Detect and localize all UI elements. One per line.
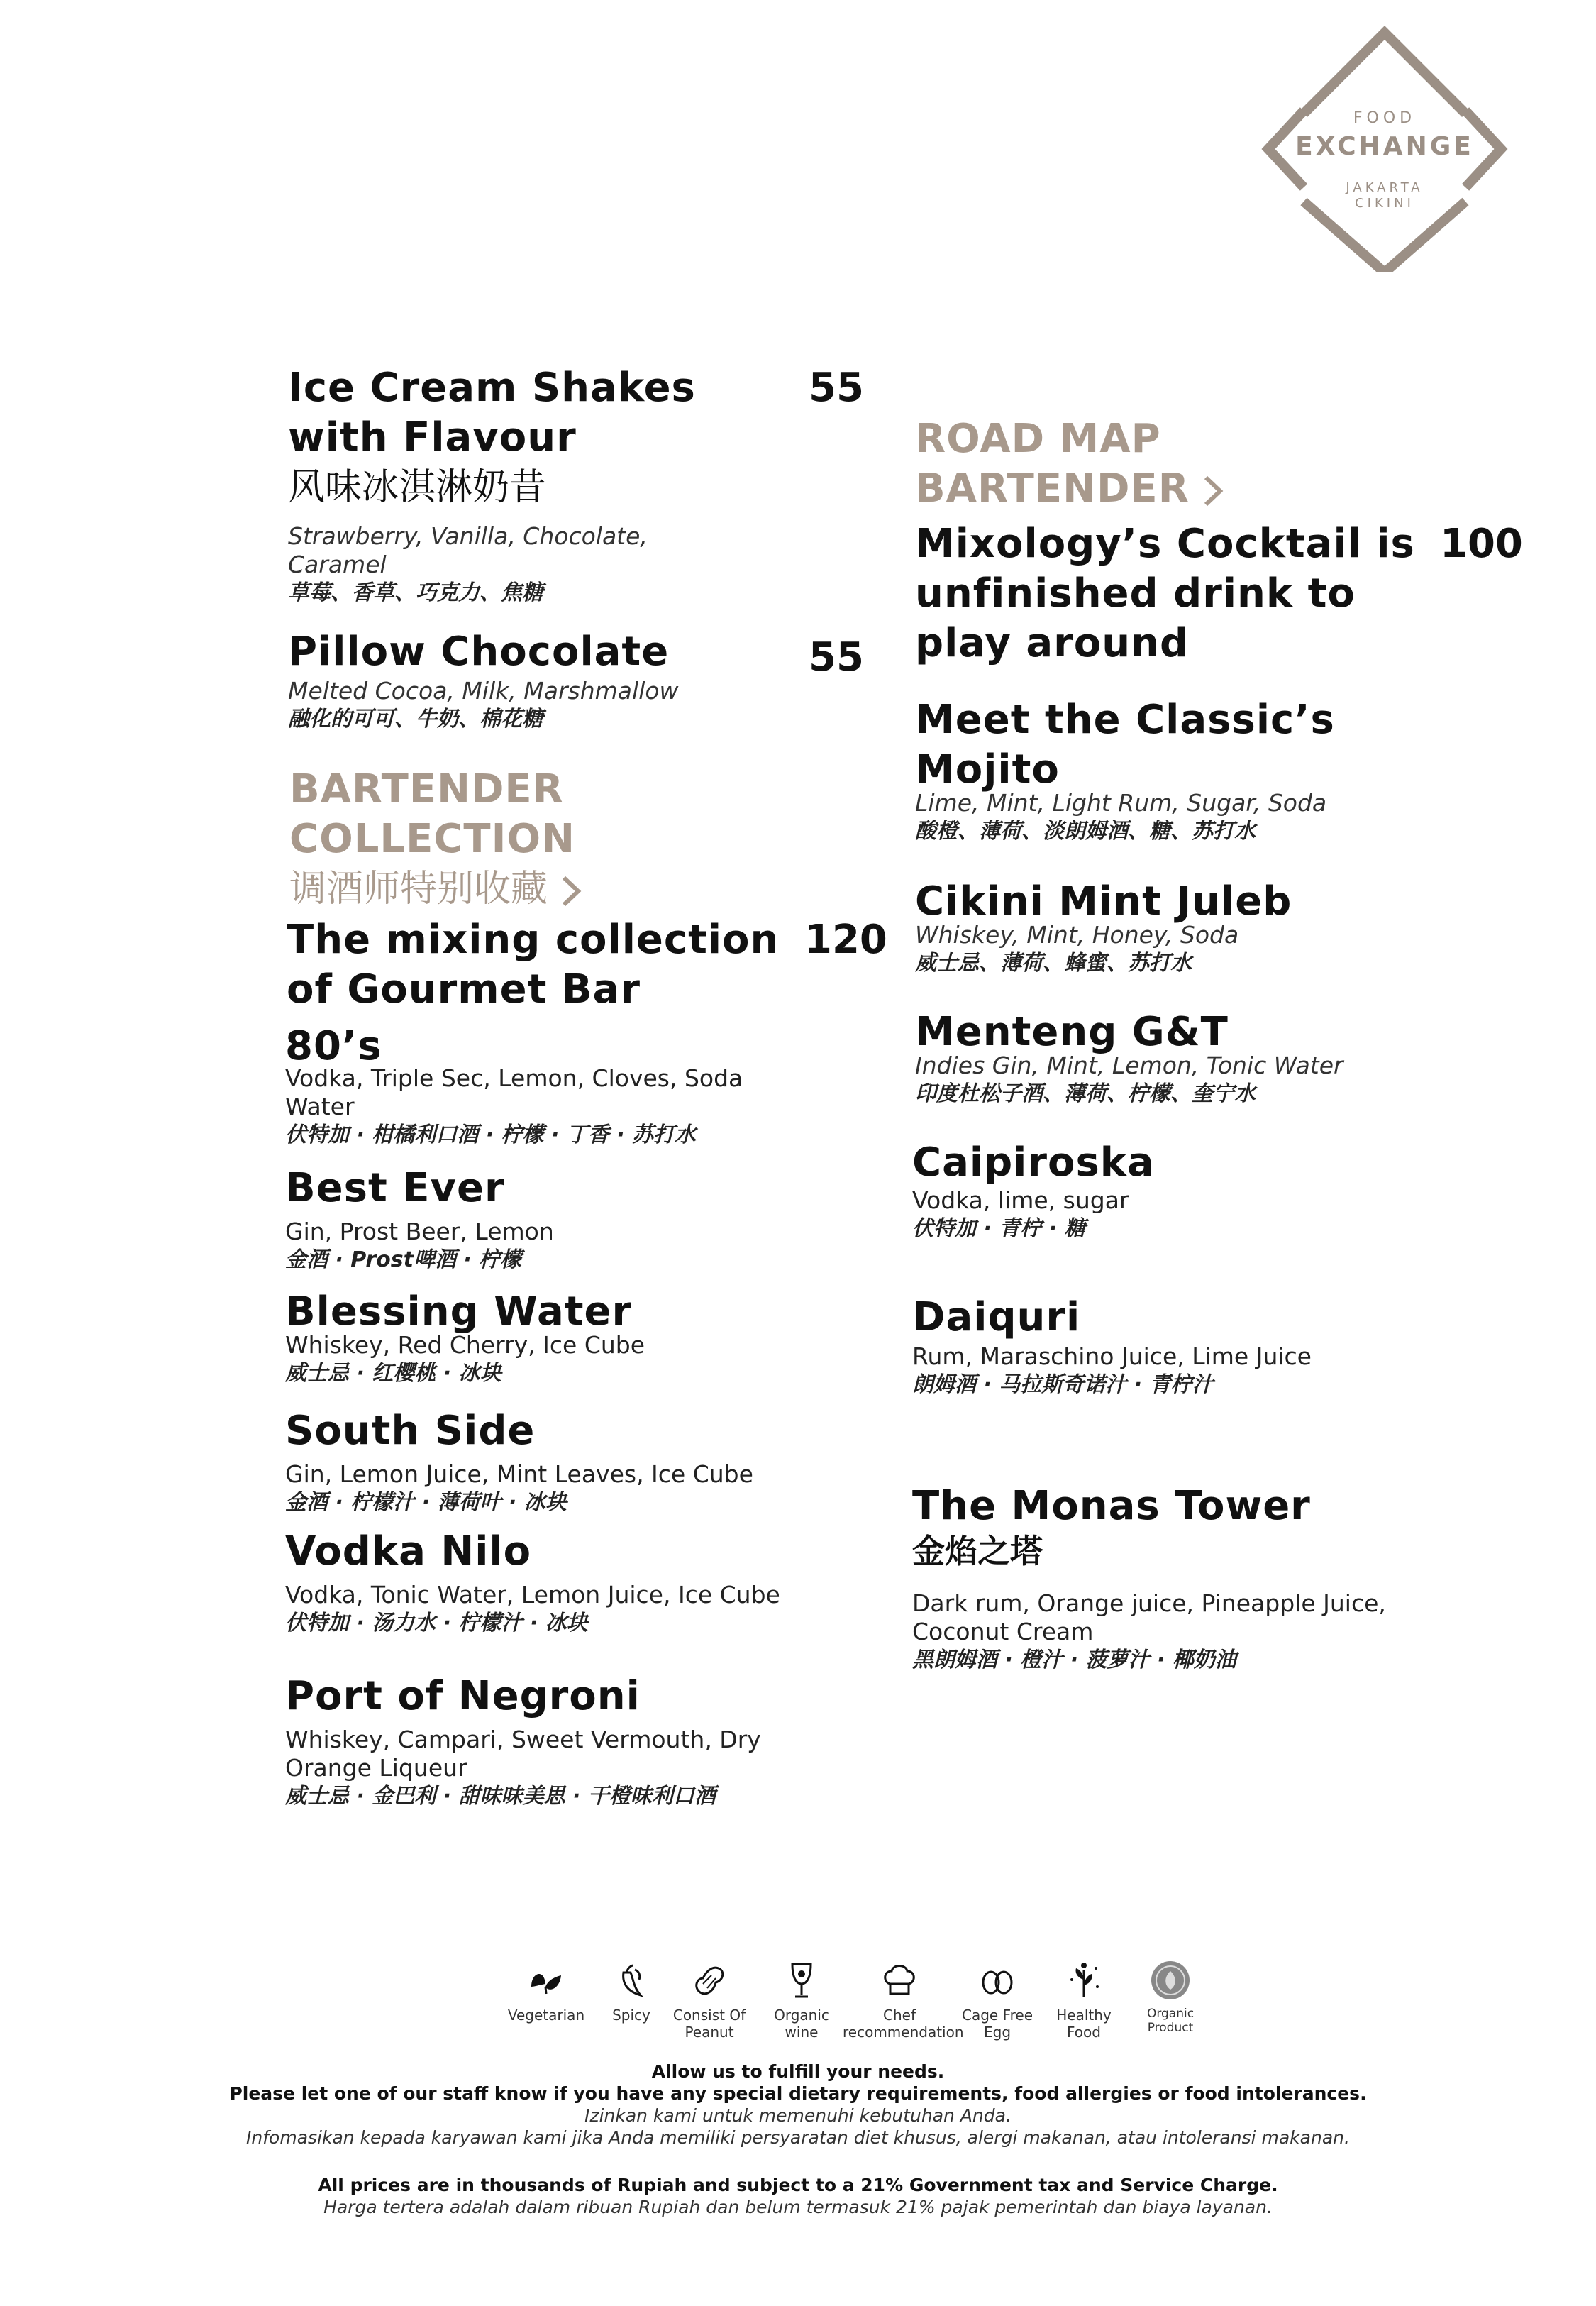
section-title: BARTENDER — [289, 766, 564, 812]
price-ice-cream-shakes: 55 — [809, 365, 864, 411]
footer-allow-text: Allow us to fulfill your needs. — [651, 2061, 945, 2082]
item-title: Best Ever — [285, 1165, 505, 1211]
item-desc-cn: 伏特加 · 汤力水 · 柠檬汁 · 冰块 — [285, 1611, 588, 1635]
menu-item-port-of-negroni — [285, 1672, 761, 1811]
item-title: of Gourmet Bar — [287, 966, 641, 1013]
menu-item-south-side — [285, 1406, 753, 1517]
legend-vegetarian: Vegetarian — [497, 1958, 596, 2024]
item-desc: Vodka, Tonic Water, Lemon Juice, Ice Cube — [285, 1581, 780, 1609]
price-pillow-chocolate: 55 — [809, 634, 864, 680]
item-desc: Gin, Prost Beer, Lemon — [285, 1218, 554, 1245]
item-title: Blessing Water — [285, 1289, 633, 1335]
item-desc: Lime, Mint, Light Rum, Sugar, Soda — [915, 789, 1327, 817]
item-desc: Vodka, lime, sugar — [912, 1186, 1129, 1214]
item-desc: Melted Cocoa, Milk, Marshmallow — [288, 677, 679, 705]
vegetarian-icon — [524, 1958, 568, 2002]
item-desc-cn: 酸橙、薄荷、淡朗姆酒、糖、苏打水 — [915, 819, 1256, 844]
footer-price-notice-id: Harga tertera adalah dalam ribuan Rupiah dan belum termasuk 21% pajak pemerintah dan biaya layanan. — [323, 2197, 1273, 2217]
peanut-icon — [687, 1958, 731, 2002]
item-desc-cn: 黑朗姆酒 · 橙汁 · 菠萝汁 · 椰奶油 — [912, 1648, 1236, 1672]
spicy-icon — [609, 1958, 653, 2002]
item-desc-cn: 伏特加 · 青柠 · 糖 — [912, 1216, 1086, 1241]
section-title-cn: 调酒师特别收藏 — [289, 864, 582, 914]
legend-peanut: Consist Of Peanut — [660, 1958, 759, 2041]
item-desc-cn: 朗姆酒 · 马拉斯奇诺汁 · 青柠汁 — [912, 1372, 1214, 1397]
organic-product-icon — [1148, 1958, 1192, 2002]
item-desc: Whiskey, Mint, Honey, Soda — [915, 921, 1239, 949]
menu-item-daiquri — [912, 1293, 1312, 1399]
item-desc: Dark rum, Orange juice, Pineapple Juice, — [912, 1589, 1386, 1617]
chef-hat-icon — [877, 1958, 921, 2002]
section-title: BARTENDER — [915, 464, 1224, 514]
price-mixing-collection: 120 — [804, 917, 887, 963]
item-desc-cn: 伏特加 · 柑橘利口酒 · 柠檬 · 丁香 · 苏打水 — [285, 1122, 697, 1147]
item-desc: Indies Gin, Mint, Lemon, Tonic Water — [915, 1052, 1343, 1079]
logo-city-text: JAKARTA CIKINI — [1346, 180, 1424, 211]
item-title: 80’s — [285, 1023, 382, 1069]
item-desc: Orange Liqueur — [285, 1754, 467, 1782]
legend-healthy-food: Healthy Food — [1034, 1958, 1134, 2041]
price-mixology: 100 — [1440, 521, 1523, 567]
organic-wine-icon — [780, 1958, 824, 2002]
legend-organic-wine: Organic wine — [752, 1958, 851, 2041]
item-title: The Monas Tower — [912, 1483, 1311, 1529]
legend-organic-product: Organic Product — [1121, 1958, 1220, 2035]
item-desc-cn: 威士忌 · 红樱桃 · 冰块 — [285, 1361, 501, 1386]
menu-item-blessing-water — [285, 1287, 645, 1388]
legend-chef-recommendation: Chef recommendation — [843, 1958, 956, 2041]
egg-icon — [975, 1958, 1019, 2002]
item-title: play around — [915, 620, 1190, 666]
menu-item-cikini-mint-juleb — [915, 877, 1292, 978]
item-title: Pillow Chocolate — [288, 629, 670, 675]
item-title: Mixology’s Cocktail is — [915, 521, 1415, 567]
section-title: ROAD MAP — [915, 416, 1161, 462]
footer-price-notice: All prices are in thousands of Rupiah and subject to a 21% Government tax and Service Charge. — [318, 2175, 1278, 2195]
item-desc-cn: 融化的可可、牛奶、棉花糖 — [288, 707, 543, 732]
logo-food-text: FOOD — [1353, 109, 1417, 127]
menu-item-monas-tower — [912, 1482, 1386, 1675]
item-title-cn: 金焰之塔 — [912, 1532, 1043, 1570]
item-title: The mixing collection — [287, 917, 780, 963]
menu-item-vodka-nilo — [285, 1527, 780, 1638]
footer-allow-text-id: Izinkan kami untuk memenuhi kebutuhan Anda. — [584, 2105, 1012, 2126]
item-desc-cn: 金酒 · Prost啤酒 · 柠檬 — [285, 1247, 522, 1272]
healthy-food-icon — [1062, 1958, 1106, 2002]
item-title: Caipiroska — [912, 1140, 1155, 1186]
item-desc-cn: 草莓、香草、巧克力、焦糖 — [288, 580, 543, 605]
item-desc: Vodka, Triple Sec, Lemon, Cloves, Soda — [285, 1064, 743, 1092]
item-title: Port of Negroni — [285, 1673, 641, 1719]
logo-exchange-text: EXCHANGE — [1295, 132, 1474, 161]
menu-item-best-ever — [285, 1164, 554, 1274]
item-title: Mojito — [915, 746, 1060, 793]
section-title: COLLECTION — [289, 816, 575, 862]
footer-dietary-notice-id: Infomasikan kepada karyawan kami jika Anda memiliki persyaratan diet khusus, alergi makanan, atau intoleransi makanan. — [246, 2127, 1350, 2148]
item-desc-cn: 威士忌 · 金巴利 · 甜味味美思 · 干橙味利口酒 — [285, 1784, 716, 1809]
item-desc: Coconut Cream — [912, 1618, 1094, 1645]
item-desc-cn: 金酒 · 柠檬汁 · 薄荷叶 · 冰块 — [285, 1490, 567, 1515]
legend-cage-free-egg: Cage Free Egg — [948, 1958, 1047, 2041]
item-desc: Whiskey, Red Cherry, Ice Cube — [285, 1331, 645, 1359]
section-road-map-bartender — [915, 414, 1224, 514]
item-title: Ice Cream Shakes — [288, 365, 696, 411]
section-bartender-collection — [289, 765, 582, 914]
item-title: South Side — [285, 1408, 536, 1454]
menu-item-mojito — [915, 695, 1335, 846]
item-title: Daiquri — [912, 1294, 1081, 1340]
item-title: Meet the Classic’s — [915, 697, 1335, 743]
menu-item-ice-cream-shakes — [288, 363, 696, 607]
mixology-heading — [915, 519, 1415, 668]
item-desc-cn: 威士忌、薄荷、蜂蜜、苏打水 — [915, 951, 1192, 976]
food-exchange-logo — [1261, 26, 1508, 272]
legend-spicy: Spicy — [582, 1958, 681, 2024]
item-desc: Caramel — [288, 551, 387, 578]
item-title: Vodka Nilo — [285, 1528, 532, 1574]
item-title: Cikini Mint Juleb — [915, 878, 1292, 925]
dietary-icon-legend — [497, 1958, 1241, 2051]
footer-dietary-notice: Please let one of our staff know if you have any special dietary requirements, food allergies or food intolerances. — [229, 2083, 1367, 2104]
menu-item-caipiroska — [912, 1138, 1155, 1243]
chevron-right-icon — [1202, 474, 1224, 508]
chevron-right-icon — [560, 874, 582, 908]
item-desc: Whiskey, Campari, Sweet Vermouth, Dry — [285, 1726, 761, 1753]
menu-item-pillow-chocolate — [288, 627, 679, 734]
item-desc: Gin, Lemon Juice, Mint Leaves, Ice Cube — [285, 1460, 753, 1488]
item-desc-cn: 印度杜松子酒、薄荷、柠檬、奎宁水 — [915, 1081, 1256, 1106]
item-desc: Rum, Maraschino Juice, Lime Juice — [912, 1342, 1312, 1370]
item-title: Menteng G&T — [915, 1009, 1229, 1055]
item-desc: Strawberry, Vanilla, Chocolate, — [288, 522, 648, 550]
item-title: with Flavour — [288, 414, 577, 460]
mixing-collection-heading — [287, 915, 779, 1015]
item-title: unfinished drink to — [915, 570, 1356, 617]
menu-item-80s — [285, 1022, 743, 1149]
menu-item-menteng-gt — [915, 1008, 1343, 1108]
item-desc: Water — [285, 1093, 355, 1120]
item-title-cn: 风味冰淇淋奶昔 — [288, 466, 547, 509]
